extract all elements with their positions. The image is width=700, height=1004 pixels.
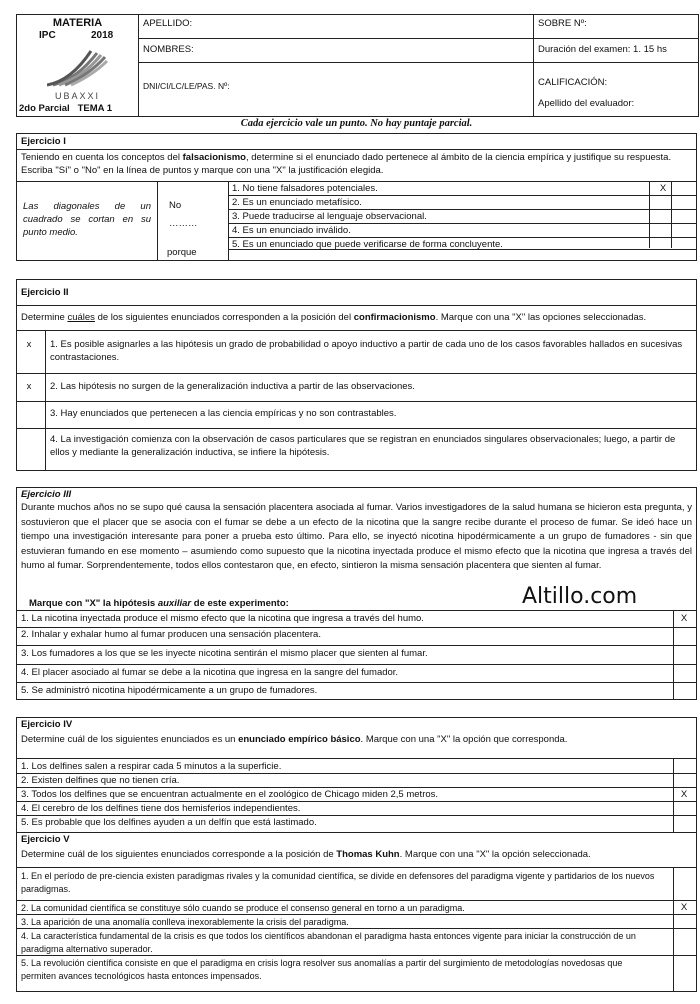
sobre-field[interactable] bbox=[534, 15, 698, 39]
ej5-option-1: 1. En el período de pre-ciencia existen paradigmas rivales y la comunidad científica, se divide en defensores del paradigma vigente y partidarios de los nuevos paradigmas. bbox=[21, 871, 655, 894]
exercise-2-instructions: Determine cuáles de los siguientes enunciados corresponden a la posición del confirmacionismo. Marque con una "X" las opciones seleccionadas. bbox=[21, 312, 647, 323]
header-exam-cell bbox=[534, 15, 698, 116]
header-student-cell bbox=[139, 15, 534, 116]
exercise-2 bbox=[16, 279, 697, 471]
ej2-option-1: 1. Es posible asignarles a las hipótesis un grado de probabilidad o apoyo inductivo a partir de cada uno de los casos favorables hallados en sucesivas contrastaciones. bbox=[50, 339, 683, 363]
exercise-2-title: Ejercicio II bbox=[21, 287, 69, 298]
ej2-option-2-mark[interactable]: x bbox=[26, 381, 32, 392]
exercise-1-porque: porque bbox=[167, 247, 197, 258]
evaluador-label: Apellido del evaluador: bbox=[538, 98, 635, 109]
ej1-option-1: 1. No tiene falsadores potenciales. bbox=[232, 183, 378, 194]
exercise-1-statement: Las diagonales de un cuadrado se cortan en su punto medio. bbox=[23, 201, 151, 238]
ej4-option-2: 2. Existen delfines que no tienen cría. bbox=[21, 775, 180, 786]
ej4-option-5: 5. Es probable que los delfines ayuden a un delfín que está lastimado. bbox=[21, 817, 317, 828]
exercise-4-instructions: Determine cuál de los siguientes enunciados es un enunciado empírico básico. Marque con una "X" la opción que corresponda. bbox=[21, 734, 568, 745]
exercise-1-answer[interactable]: No bbox=[169, 200, 182, 211]
ej4-option-3: 3. Todos los delfines que se encuentran actualmente en el zoológico de Chicago miden 2,5 metros. bbox=[21, 789, 439, 800]
calificacion-label: CALIFICACIÓN: bbox=[538, 77, 608, 88]
ej5-option-5: 5. La revolución científica consiste en que el paradigma en crisis logra resolver sus anomalías a partir del surgimiento de metodologías novedosas que permiten avances tecnológicos hasta entonces impensados. bbox=[21, 958, 623, 981]
ej1-option-4: 4. Es un enunciado inválido. bbox=[232, 225, 351, 236]
ej2-option-4: 4. La investigación comienza con la observación de casos particulares que se registran en enunciados singulares observacionales; luego, a partir de ellos y mediante la generalización inductiva, se infiere la hipótesis. bbox=[50, 434, 676, 458]
exercise-1-title: Ejercicio I bbox=[21, 136, 66, 147]
exercise-1 bbox=[16, 133, 697, 261]
ej3-option-3: 3. Los fumadores a los que se les inyecte nicotina sentirán el mismo placer que sienten al fumar. bbox=[21, 648, 428, 659]
exercise-5 bbox=[16, 832, 697, 992]
ej1-option-3: 3. Puede traducirse al lenguaje observacional. bbox=[232, 211, 427, 222]
dni-field[interactable] bbox=[139, 63, 533, 116]
exercise-4 bbox=[16, 717, 697, 832]
ej1-option-2: 2. Es un enunciado metafísico. bbox=[232, 197, 362, 208]
ej5-option-2: 2. La comunidad científica se constituye sólo cuando se produce el consenso general en torno a un paradigma. bbox=[21, 903, 465, 913]
apellido-label: APELLIDO: bbox=[143, 18, 193, 29]
ej1-option-5: 5. Es un enunciado que puede verificarse de forma concluyente. bbox=[232, 239, 503, 250]
exercise-4-title: Ejercicio IV bbox=[21, 719, 73, 730]
apellido-field[interactable] bbox=[139, 15, 533, 39]
ej3-option-5: 5. Se administró nicotina hipodérmicamente a un grupo de fumadores. bbox=[21, 685, 318, 696]
materia-label: MATERIA bbox=[52, 17, 103, 29]
calificacion-field[interactable] bbox=[534, 63, 698, 116]
ej3-option-4: 4. El placer asociado al fumar se debe a la nicotina que ingresa en la sangre del fumador. bbox=[21, 667, 399, 678]
nombres-label: NOMBRES: bbox=[143, 44, 194, 55]
ej5-option-4: 4. La característica fundamental de la crisis es que todos los científicos abandonan el paradigma hasta entonces vigente para iniciar la construcción de un paradigma alternativo superador. bbox=[21, 931, 636, 954]
header-logo-cell bbox=[17, 15, 139, 116]
exercise-3-instructions: Marque con "X" la hipótesis auxiliar de este experimento: bbox=[29, 598, 289, 609]
ej3-option-2: 2. Inhalar y exhalar humo al fumar producen una sensación placentera. bbox=[21, 629, 321, 640]
ej2-option-1-mark[interactable]: x bbox=[26, 339, 32, 350]
ej1-option-1-mark[interactable]: X bbox=[659, 183, 667, 194]
exercise-5-instructions: Determine cuál de los siguientes enunciados corresponde a la posición de Thomas Kuhn. Marque con una "X" la opción seleccionada. bbox=[21, 849, 591, 860]
exercise-5-title: Ejercicio V bbox=[21, 834, 70, 845]
exam-label: 2do Parcial TEMA 1 bbox=[19, 103, 113, 114]
watermark-text: Altillo.com bbox=[522, 584, 638, 609]
exam-header bbox=[16, 14, 699, 117]
exam-year: 2018 bbox=[91, 30, 114, 41]
ej5-option-2-mark[interactable]: X bbox=[680, 902, 688, 913]
exercise-1-instructions: Teniendo en cuenta los conceptos del falsacionismo, determine si el enunciado dado pertenece al ámbito de la ciencia empírica y justifique su respuesta. Escriba "Sí" o "No" en la línea de puntos y marque con una "X" la justificación elegida. bbox=[21, 152, 672, 176]
intro-line: Cada ejercicio vale un punto. No hay puntaje parcial. bbox=[240, 118, 473, 129]
ej4-option-1: 1. Los delfines salen a respirar cada 5 minutos a la superficie. bbox=[21, 761, 282, 772]
ej3-option-1: 1. La nicotina inyectada produce el mismo efecto que la nicotina que ingresa a través del humo. bbox=[21, 613, 424, 624]
sobre-label: SOBRE Nº: bbox=[538, 18, 587, 29]
materia-value: IPC bbox=[39, 30, 56, 41]
duracion-field bbox=[534, 39, 698, 63]
ej5-option-3: 3. La aparición de una anomalía conlleva inexorablemente la crisis del paradigma. bbox=[21, 917, 349, 927]
ej2-option-3: 3. Hay enunciados que pertenecen a las ciencia empíricas y no son contrastables. bbox=[50, 408, 397, 419]
duracion-label: Duración del examen: 1. 15 hs bbox=[538, 44, 667, 55]
nombres-field[interactable] bbox=[139, 39, 533, 63]
ej3-option-1-mark[interactable]: X bbox=[680, 613, 688, 624]
ej4-option-4: 4. El cerebro de los delfines tiene dos hemisferios independientes. bbox=[21, 803, 301, 814]
exercise-3-body: Durante muchos años no se supo qué causa la sensación placentera asociada al fumar. Varios investigadores de la salud humana se hicieron esta pregunta, y sostuvieron que el placer que se asocia con el fumar se debe a un efecto de la nicotina que la sangre recibe durante el proceso de fumar. Se ideó hace un tiempo una investigación interesante para poner a prueba esto último. Para ello, se inyectó nicotina hipodérmicamente a un grupo de fumadores - sin que estuvieran fumando en ese momento – asumiendo como supuesto que la nicotina inyectada produce el mismo efecto que la nicotina que ingresa a través del humo al fumar. Sorprendentemente, todos ellos contestaron que, en efecto, sintieron la misma sensación placentera que sienten al fumar. bbox=[21, 502, 692, 571]
ubaxxi-logo-icon bbox=[47, 49, 109, 87]
exercise-1-dots: ……… bbox=[169, 218, 198, 229]
dni-label: DNI/CI/LC/LE/PAS. Nº: bbox=[143, 81, 230, 91]
exercise-3-title: Ejercicio III bbox=[21, 489, 72, 500]
ej2-option-2: 2. Las hipótesis no surgen de la generalización inductiva a partir de las observaciones. bbox=[50, 381, 415, 392]
logo-text: UBAXXI bbox=[54, 91, 100, 101]
ej4-option-3-mark[interactable]: X bbox=[680, 789, 688, 800]
